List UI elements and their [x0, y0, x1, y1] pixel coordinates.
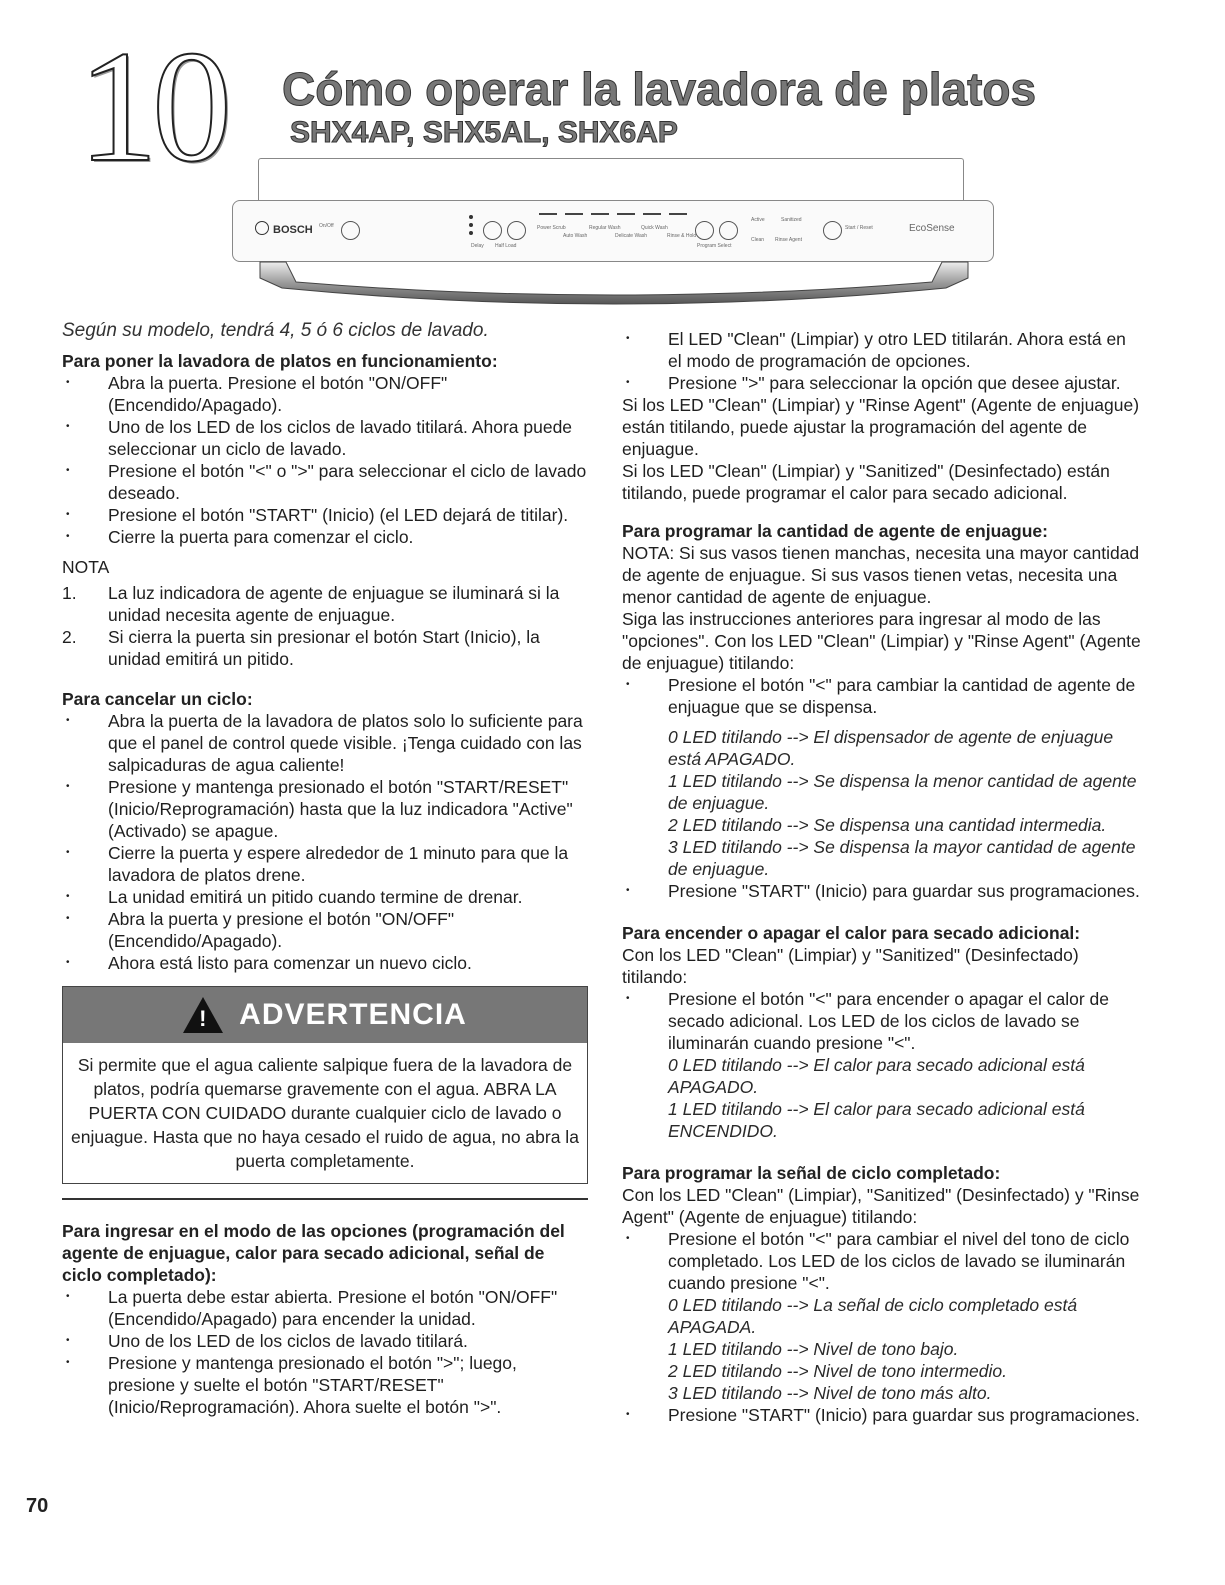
- list-item: • Presione "START" (Inicio) para guardar sus programaciones.: [622, 1404, 1144, 1426]
- door-handle: [256, 258, 972, 314]
- warning-header: [63, 987, 587, 1043]
- end-signal-save-list: [622, 1404, 1144, 1426]
- indicator-label: Sanitized: [781, 217, 802, 223]
- led-setting-line: 1 LED titilando --> El calor para secado adicional está ENCENDIDO.: [668, 1099, 1085, 1141]
- cycle-led-bar: [643, 213, 661, 215]
- led-setting-line: 3 LED titilando --> Nivel de tono más alto.: [668, 1383, 992, 1403]
- note-number: 2.: [62, 627, 77, 647]
- cycle-led-bar: [565, 213, 583, 215]
- door-outline: [258, 158, 964, 201]
- note-item: [62, 582, 588, 626]
- cycle-label: Quick Wash: [641, 225, 668, 231]
- delay-label: Delay: [471, 243, 484, 249]
- indicator-label: Clean: [751, 237, 765, 243]
- section-heading-end-signal: Para programar la señal de ciclo completado:: [622, 1163, 1001, 1183]
- led-setting-line: 1 LED titilando --> Nivel de tono bajo.: [668, 1339, 959, 1359]
- on-off-label: On/Off: [319, 223, 334, 229]
- list-item: • Uno de los LED de los ciclos de lavado titilará. Ahora puede seleccionar un ciclo de lavado.: [62, 416, 588, 460]
- next-button-icon: [719, 221, 738, 240]
- chapter-number: 10: [78, 17, 226, 195]
- model-subtitle: SHX4AP, SHX5AL, SHX6AP: [290, 116, 678, 149]
- list-item: • La puerta debe estar abierta. Presione el botón "ON/OFF" (Encendido/Apagado) para encender la unidad.: [62, 1286, 588, 1330]
- led-setting-line: 2 LED titilando --> Se dispensa una cantidad intermedia.: [668, 815, 1107, 835]
- options-steps-list: [62, 1286, 588, 1418]
- bosch-logo-icon: [255, 221, 269, 235]
- led-setting-line: 2 LED titilando --> Nivel de tono intermedio.: [668, 1361, 1007, 1381]
- list-item: • El LED "Clean" (Limpiar) y otro LED titilarán. Ahora está en el modo de programación de opciones.: [622, 328, 1144, 372]
- note-label: NOTA: [62, 557, 110, 577]
- list-item: • Presione ">" para seleccionar la opción que desee ajustar.: [622, 372, 1144, 394]
- cycle-label: Rinse & Hold: [667, 233, 697, 239]
- list-item: • Abra la puerta y presione el botón "ON/OFF" (Encendido/Apagado).: [62, 908, 588, 952]
- note-text: Si cierra la puerta sin presionar el botón Start (Inicio), la unidad emitirá un pitido.: [108, 627, 540, 669]
- warning-triangle-icon: !: [183, 997, 223, 1033]
- rinse-save-list: [622, 880, 1144, 902]
- cycle-label: Regular Wash: [589, 225, 621, 231]
- left-column: [62, 320, 588, 1418]
- prev-button-icon: [695, 221, 714, 240]
- cycle-led-bar: [617, 213, 635, 215]
- note-text: La luz indicadora de agente de enjuague se iluminará si la unidad necesita agente de enjuague.: [108, 583, 560, 625]
- cycle-led-bar: [591, 213, 609, 215]
- note-number: 1.: [62, 583, 77, 603]
- list-item: • Abra la puerta. Presione el botón "ON/OFF" (Encendido/Apagado).: [62, 372, 588, 416]
- paragraph: Con los LED "Clean" (Limpiar) y "Sanitized" (Desinfectado) titilando:: [622, 945, 1079, 987]
- page-title: Cómo operar la lavadora de platos: [282, 63, 1037, 115]
- paragraph: Si los LED "Clean" (Limpiar) y "Rinse Agent" (Agente de enjuague) están titilando, puede ajustar la programación del agente de enjuague.: [622, 395, 1140, 459]
- list-item: • Ahora está listo para comenzar un nuevo ciclo.: [62, 952, 588, 974]
- cycle-label: Power Scrub: [537, 225, 566, 231]
- list-item: • Abra la puerta de la lavadora de platos solo lo suficiente para que el panel de control quede visible. ¡Tenga cuidado con las salpicaduras de agua caliente!: [62, 710, 588, 776]
- led-setting-line: 1 LED titilando --> Se dispensa la menor cantidad de agente de enjuague.: [668, 771, 1137, 813]
- list-item: • Presione el botón "<" o ">" para seleccionar el ciclo de lavado deseado.: [62, 460, 588, 504]
- list-item: • Presione "START" (Inicio) para guardar sus programaciones.: [622, 880, 1144, 902]
- paragraph: Con los LED "Clean" (Limpiar), "Sanitized" (Desinfectado) y "Rinse Agent" (Agente de enjuague) titilando:: [622, 1185, 1140, 1227]
- delay-button-icon: [483, 221, 502, 240]
- list-item: • Cierre la puerta para comenzar el ciclo.: [62, 526, 588, 548]
- options-continued-list: [622, 328, 1144, 394]
- section-heading-start: Para poner la lavadora de platos en funcionamiento:: [62, 351, 498, 371]
- section-heading-options: Para ingresar en el modo de las opciones (programación del agente de enjuague, calor para secado adicional, señal de ciclo completado):: [62, 1221, 565, 1285]
- start-label: Start / Reset: [845, 225, 873, 231]
- section-heading-extra-dry: Para encender o apagar el calor para secado adicional:: [622, 923, 1081, 943]
- led-setting-line: 3 LED titilando --> Se dispensa la mayor cantidad de agente de enjuague.: [668, 837, 1136, 879]
- right-column: [622, 328, 1144, 1426]
- start-button-icon: [823, 221, 842, 240]
- half-load-button-icon: [507, 221, 526, 240]
- list-item: • Presione el botón "<" para cambiar la cantidad de agente de enjuague que se dispensa.: [622, 674, 1144, 718]
- list-item: • Presione y mantenga presionado el botón "START/RESET" (Inicio/Reprogramación) hasta que la luz indicadora "Active" (Activado) se apague.: [62, 776, 588, 842]
- warning-title: ADVERTENCIA: [239, 998, 467, 1031]
- rinse-note: NOTA: Si sus vasos tienen manchas, necesita una mayor cantidad de agente de enjuague. Si sus vasos tienen vetas, necesita una menor cantidad de agente de enjuague.: [622, 543, 1140, 607]
- cycle-led-bar: [539, 213, 557, 215]
- section-heading-rinse-agent: Para programar la cantidad de agente de enjuague:: [622, 521, 1048, 541]
- brand-label: BOSCH: [255, 221, 313, 236]
- paragraph: Siga las instrucciones anteriores para ingresar al modo de las "opciones". Con los LED "Clean" (Limpiar) y "Rinse Agent" (Agente de enjuague) titilando:: [622, 609, 1141, 673]
- control-panel: [232, 200, 994, 262]
- list-item: • Presione el botón "<" para encender o apagar el calor de secado adicional. Los LED de los ciclos de lavado se iluminarán cuando presione "<".: [622, 988, 1144, 1054]
- cycle-label: Auto Wash: [563, 233, 588, 239]
- extra-dry-steps-list: [622, 988, 1144, 1054]
- led-dot: [469, 223, 473, 227]
- start-steps-list: [62, 372, 588, 548]
- rinse-steps-list: [622, 674, 1144, 718]
- indicator-label: Rinse Agent: [775, 237, 802, 243]
- program-select-label: Program Select: [697, 243, 732, 249]
- indicator-label: Active: [751, 217, 765, 223]
- list-item: • Presione el botón "<" para cambiar el nivel del tono de ciclo completado. Los LED de los ciclos de lavado se iluminarán cuando presione "<".: [622, 1228, 1144, 1294]
- led-setting-line: 0 LED titilando --> La señal de ciclo completado está APAGADA.: [668, 1295, 1078, 1337]
- cycle-led-bar: [669, 213, 687, 215]
- cancel-steps-list: [62, 710, 588, 974]
- control-panel-illustration: [232, 158, 996, 318]
- half-load-label: Half Load: [495, 243, 517, 249]
- divider: [62, 1198, 588, 1200]
- list-item: • Presione y mantenga presionado el botón ">"; luego, presione y suelte el botón "START/RESET" (Inicio/Reprogramación). Ahora suelte el botón ">".: [62, 1352, 588, 1418]
- list-item: • Presione el botón "START" (Inicio) (el LED dejará de titilar).: [62, 504, 588, 526]
- warning-box: [62, 986, 588, 1184]
- list-item: • Cierre la puerta y espere alrededor de 1 minuto para que la lavadora de platos drene.: [62, 842, 588, 886]
- note-list: [62, 582, 588, 670]
- section-heading-cancel: Para cancelar un ciclo:: [62, 689, 253, 709]
- page-number: 70: [26, 1495, 49, 1517]
- end-signal-steps-list: [622, 1228, 1144, 1294]
- note-item: [62, 626, 588, 670]
- led-dot: [469, 231, 473, 235]
- power-button-icon: [341, 221, 360, 240]
- cycle-label: Delicate Wash: [615, 233, 648, 239]
- warning-text: Si permite que el agua caliente salpique fuera de la lavadora de platos, podría quemarse gravemente con el agua. ABRA LA PUERTA CON CUIDADO durante cualquier ciclo de lavado o enjuague. Hasta que no haya cesado el ruido de agua, no abra la puerta completamente.: [71, 1055, 579, 1171]
- led-setting-line: 0 LED titilando --> El calor para secado adicional está APAGADO.: [668, 1055, 1085, 1097]
- eco-label: EcoSense: [909, 223, 955, 234]
- list-item: • La unidad emitirá un pitido cuando termine de drenar.: [62, 886, 588, 908]
- list-item: • Uno de los LED de los ciclos de lavado titilará.: [62, 1330, 588, 1352]
- cycle-count-intro: Según su modelo, tendrá 4, 5 ó 6 ciclos de lavado.: [62, 320, 489, 341]
- led-dot: [469, 215, 473, 219]
- led-setting-line: 0 LED titilando --> El dispensador de agente de enjuague está APAGADO.: [668, 727, 1114, 769]
- paragraph: Si los LED "Clean" (Limpiar) y "Sanitized" (Desinfectado) están titilando, puede programar el calor para secado adicional.: [622, 461, 1110, 503]
